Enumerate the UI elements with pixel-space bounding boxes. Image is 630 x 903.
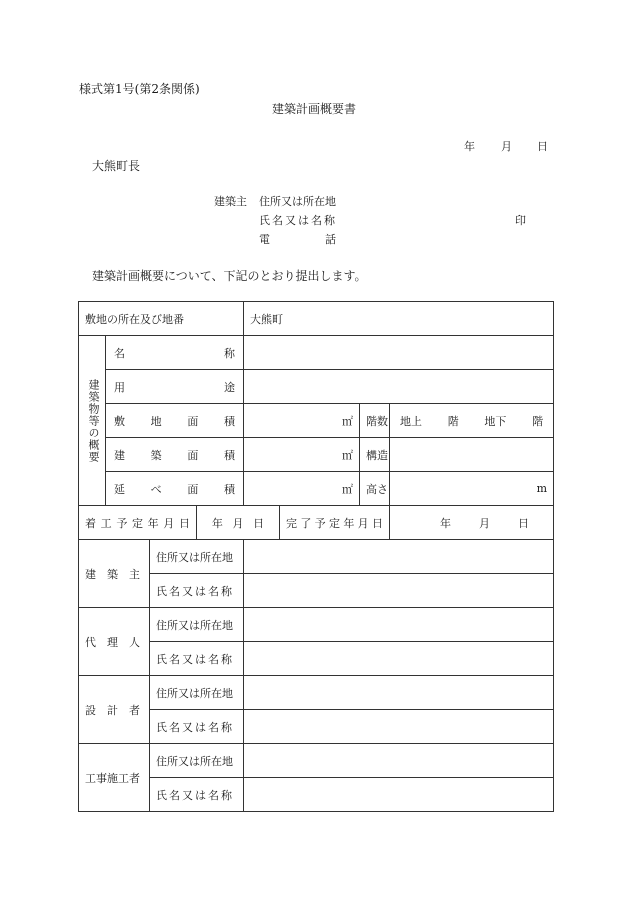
above-ground-label: 地上 [400,414,422,428]
party-name-row [79,710,554,744]
date-day-label: 日 [537,140,548,153]
floor-unit-1: 階 [447,414,459,428]
name-label-2: 称 [224,346,235,360]
start-date-label: 着 工 予 定 年 月 日 [79,506,197,540]
site-area-row [79,404,554,438]
party-address-value [244,676,554,710]
applicant-role: 建築主 [214,195,247,208]
party-role: 代 理 人 [79,608,150,676]
building-group-label: 建築物等の概要 [87,378,100,463]
use-row [79,370,554,404]
building-group-cell [79,336,106,506]
party-role: 建 築 主 [79,540,150,608]
use-label: 用 [114,380,125,394]
party-address-value [244,540,554,574]
start-date-value [197,506,280,540]
site-area-label: 敷 地 面 積 [106,404,244,438]
end-date-value [390,506,554,540]
party-name-label: 氏名又は名称 [150,710,244,744]
party-address-row [79,608,554,642]
start-year: 年 [211,516,223,530]
seal-mark: 印 [515,214,526,227]
building-area-unit: ㎡ [244,438,360,472]
party-address-label: 住所又は所在地 [150,744,244,778]
party-address-value [244,608,554,642]
party-name-value [244,778,554,812]
party-address-label: 住所又は所在地 [150,676,244,710]
name-label: 名 [114,346,125,360]
site-row [79,302,554,336]
structure-label: 構造 [360,438,390,472]
party-role: 設 計 者 [79,676,150,744]
party-address-value [244,744,554,778]
applicant-name-label: 氏名又は名称 [259,214,337,227]
use-label-cell [106,370,244,404]
end-month: 月 [479,516,491,530]
building-area-row [79,438,554,472]
party-name-row [79,574,554,608]
floor-area-unit: ㎡ [244,472,360,506]
use-label-2: 途 [224,380,235,394]
intro-text: 建築計画概要について、下記のとおり提出します。 [92,269,367,283]
page-title: 建築計画概要書 [272,102,357,116]
height-unit: m [390,472,554,506]
party-address-row [79,676,554,710]
below-ground-label: 地下 [484,414,507,428]
party-name-label: 氏名又は名称 [150,642,244,676]
structure-value [390,438,554,472]
party-name-value [244,710,554,744]
party-address-row [79,540,554,574]
height-label: 高さ [360,472,390,506]
party-name-value [244,574,554,608]
party-name-label: 氏名又は名称 [150,574,244,608]
end-year: 年 [440,516,451,530]
end-date-label: 完 了 予 定 年 月 日 [280,506,390,540]
building-area-label: 建 築 面 積 [106,438,244,472]
applicant-phone-label: 電 話 [259,233,336,246]
site-area-unit: ㎡ [244,404,360,438]
end-day: 日 [518,516,530,530]
form-number: 様式第1号(第2条関係) [79,82,200,96]
floor-area-row [79,472,554,506]
addressee: 大熊町長 [92,159,141,173]
date-year-label: 年 [464,140,475,153]
site-value: 大熊町 [244,302,554,336]
name-label-cell [106,336,244,370]
party-address-label: 住所又は所在地 [150,540,244,574]
party-name-row [79,778,554,812]
party-name-value [244,642,554,676]
site-label: 敷地の所在及び地番 [79,302,244,336]
applicant-address-label: 住所又は所在地 [259,195,336,208]
party-role: 工事施工者 [79,744,150,812]
party-name-row [79,642,554,676]
use-value [244,370,554,404]
floors-label: 階数 [360,404,390,438]
name-value [244,336,554,370]
schedule-row [79,506,554,540]
date-month-label: 月 [501,140,512,153]
start-day: 日 [253,516,265,530]
start-month: 月 [232,516,244,530]
building-name-row [79,336,554,370]
floors-value [390,404,554,438]
floor-unit-2: 階 [532,414,544,428]
overview-table [78,301,554,812]
party-name-label: 氏名又は名称 [150,778,244,812]
floor-area-label: 延 べ 面 積 [106,472,244,506]
party-address-label: 住所又は所在地 [150,608,244,642]
party-address-row [79,744,554,778]
